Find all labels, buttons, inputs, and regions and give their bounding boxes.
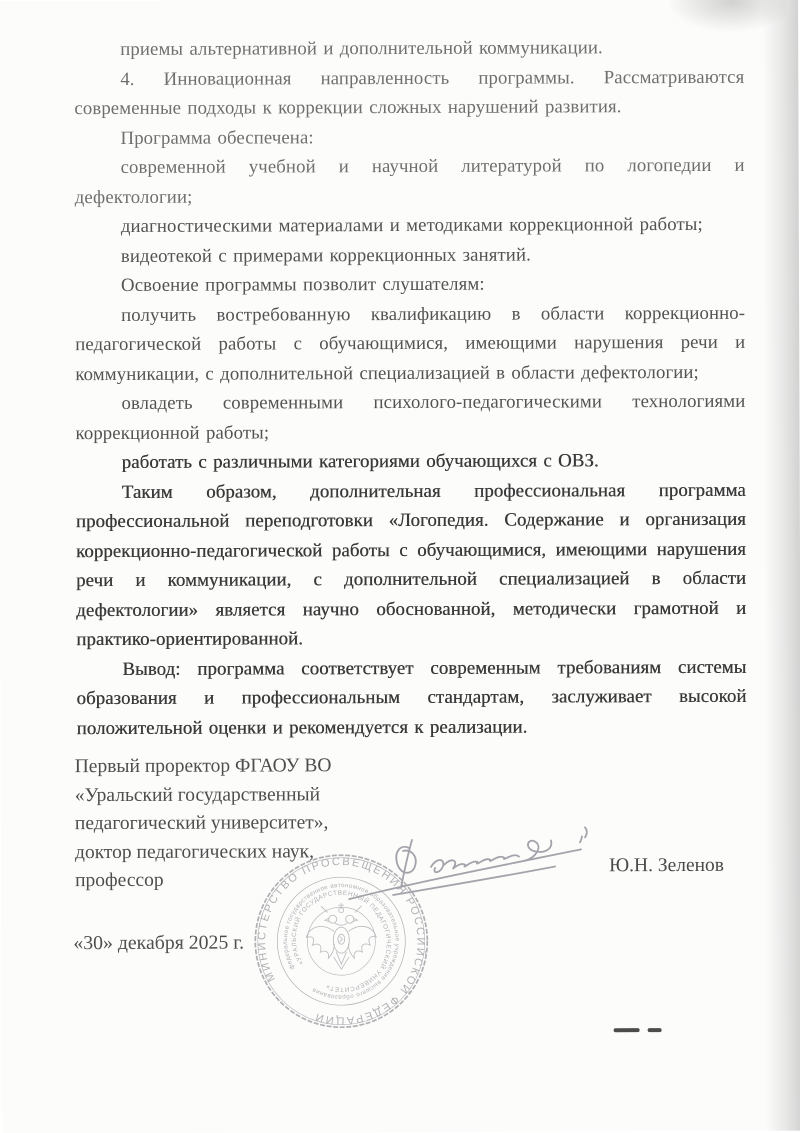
document-paragraph: приемы альтернативной и дополнительной коммуникации. bbox=[120, 37, 603, 60]
document-paragraph: диагностическими материалами и методиками коррекционной работы; bbox=[120, 213, 703, 237]
scan-edge-shadow bbox=[762, 0, 800, 1131]
stamp-university-ring-text: «УРАЛЬСКИЙ ГОСУДАРСТВЕННЫЙ ПЕДАГОГИЧЕСКИЙ УНИВЕРСИТЕТ» bbox=[290, 889, 392, 993]
document-paragraph: видеотекой с примерами коррекционных занятий. bbox=[120, 244, 531, 267]
scan-dust-mark bbox=[614, 1028, 640, 1032]
document-paragraph: получить востребованную квалификацию в области коррекционно-педагогической работы с обучающимися, имеющими нарушения речи и коммуникации, с дополнительной специализацией в области дефектологии; bbox=[75, 302, 746, 385]
document-paragraph: Программа обеспечена: bbox=[120, 126, 314, 149]
signer-title-line: педагогический университет», bbox=[74, 812, 329, 835]
document-paragraph: 4. Инновационная направленность программы. Рассматриваются современные подходы к коррекции сложных нарушений развития. bbox=[74, 66, 745, 120]
handwritten-signature bbox=[331, 819, 641, 920]
document-paragraph: работать с различными категориями обучающихся с ОВЗ. bbox=[121, 450, 599, 473]
signer-title-line: доктор педагогических наук, bbox=[74, 840, 315, 863]
document-paragraph: Вывод: программа соответствует современным требованиям системы образования и профессиональным стандартам, заслуживает высокой положительной оценки и рекомендуется к реализации. bbox=[76, 656, 747, 739]
document-paragraph: Таким образом, дополнительная профессиональная программа профессиональной переподготовки «Логопедия. Содержание и организация коррекционно-педагогической работы с обучающимися, имеющими нарушения речи и коммуникации, с дополнительной специализацией в области дефектологии» является научно обоснованной, методически грамотной и практико-ориентированной. bbox=[75, 479, 747, 651]
stamp-inner-ring-text: федеральное государственное автономное образовательное учреждение высшего образования bbox=[282, 881, 401, 1001]
document-paragraph: современной учебной и научной литературой по логопедии и дефектологии; bbox=[74, 154, 745, 208]
document-body bbox=[74, 33, 746, 743]
signer-title-line: профессор bbox=[75, 869, 164, 892]
scan-dust-mark bbox=[648, 1028, 662, 1032]
signer-title-line: Первый проректор ФГАОУ ВО bbox=[74, 755, 332, 778]
signer-title-line: «Уральский государственный bbox=[74, 783, 321, 806]
document-paragraph: овладеть современными психолого-педагогическими технологиями коррекционной работы; bbox=[75, 390, 746, 444]
document-paragraph: Освоение программы позволит слушателям: bbox=[120, 273, 485, 296]
signer-name: Ю.Н. Зеленов bbox=[609, 854, 725, 877]
date-line: «30» декабря 2025 г. bbox=[73, 931, 245, 955]
stamp-outer-ring-text: МИНИСТЕРСТВО ПРОСВЕЩЕНИЯ РОССИЙСКОЙ ФЕДЕРАЦИИ bbox=[256, 855, 427, 1027]
